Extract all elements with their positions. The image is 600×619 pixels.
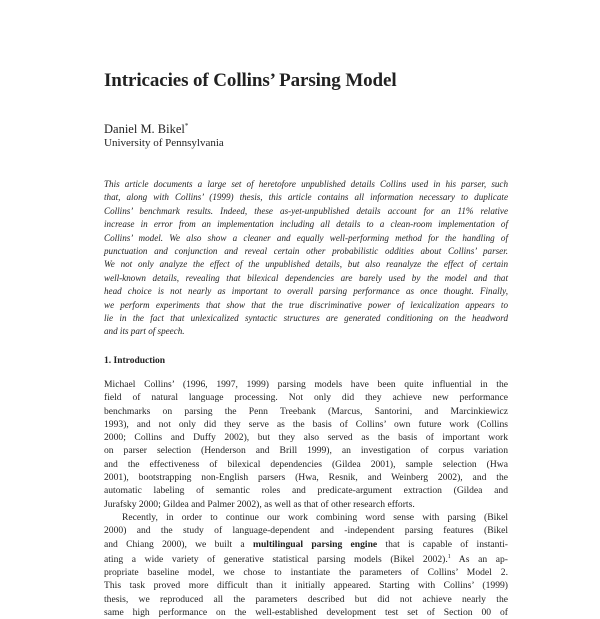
section-heading-introduction: 1. Introduction (104, 356, 166, 366)
abstract-line: Collins’ model. We also show a cleaner and equally well-performing method for the handling of (104, 232, 508, 243)
body-text-run: and Chiang 2000), we built a (104, 538, 253, 550)
abstract-line: This article documents a large set of heretofore unpublished details Collins used in his parser, such (104, 179, 508, 189)
body-line: 2001), bootstrapping non-English parsers (Hwa, Resnik, and Weinberg 2002), and the (104, 472, 508, 484)
body-line: Recently, in order to continue our work combining word sense with parsing (Bikel (122, 511, 508, 523)
body-line: Michael Collins’ (1996, 1997, 1999) parsing models have been quite influential in the (104, 379, 508, 390)
body-line: propriate baseline model, we chose to instantiate the parameters of Collins’ Model 2. (104, 567, 508, 579)
abstract (104, 178, 508, 339)
body-line: Jurafsky 2000; Gildea and Palmer 2002), as well as that of other research efforts. (104, 498, 415, 510)
abstract-line: we perform experiments that show that the true discriminative power of lexicalization appears to (104, 299, 508, 310)
body-line: field of natural language processing. Not only did they achieve new performance (104, 392, 508, 404)
abstract-line: increase in error from an implementation including all details to a clean-room implementation of (104, 219, 508, 230)
body-text-run: ating a wide variety of generative statistical parsing models (Bikel 2002). (104, 553, 448, 565)
body-line: on parser selection (Henderson and Brill 1999), an investigation of corpus variation (104, 445, 508, 457)
author-name (104, 122, 188, 137)
body-line: This task proved more difficult than it initially appeared. Starting with Collins’ (1999) (104, 580, 508, 592)
body-line: 1993), and not only did they serve as the basis of Collins’ own future work (Collins (104, 418, 508, 430)
body-line: and the effectiveness of bilexical dependencies (Gildea 2001), sample selection (Hwa (104, 458, 508, 470)
abstract-line: and its part of speech. (104, 326, 185, 337)
abstract-line: We not only analyze the effect of the unpublished details, but also reanalyze the effect of certain (104, 259, 508, 270)
body-line: automatic labeling of semantic roles and predicate-argument extraction (Gildea and (104, 485, 508, 497)
body-line: same high performance on the well-established development test set of Section 00 of (104, 607, 508, 619)
body-text-run: As an ap- (450, 553, 508, 565)
author-affiliation: University of Pennsylvania (104, 137, 224, 149)
abstract-line: punctuation and conjunction and reveal certain other probabilistic oddities about Collins’ parser. (104, 246, 508, 257)
body-text-run: that is capable of instanti- (377, 538, 508, 550)
body-text (104, 378, 508, 619)
footnote-marker: 1 (447, 553, 451, 560)
body-line (104, 551, 508, 566)
abstract-line: Collins’ benchmark results. Indeed, these as-yet-unpublished details account for an 11% relative (104, 205, 508, 216)
abstract-line: head choice is not nearly as important to overall parsing performance as once thought. Finally, (104, 286, 508, 297)
abstract-line: lie in the fact that unlexicalized syntactic structures are generated conditioning on the headword (104, 313, 508, 324)
paper-title: Intricacies of Collins’ Parsing Model (104, 70, 397, 91)
body-line (104, 538, 508, 551)
abstract-line: that, along with Collins’ (1999) thesis, this article contains all information necessary to duplicate (104, 192, 508, 203)
bold-term-multilingual-parsing-engine: multilingual parsing engine (252, 538, 378, 550)
body-line: 2000) and the study of language-dependent and -independent parsing features (Bikel (104, 525, 508, 537)
body-line: thesis, we reproduced all the parameters described but did not achieve nearly the (104, 593, 508, 605)
abstract-line: well-known details, revealing that bilexical dependencies are barely used by the model and that (104, 272, 508, 283)
author-footnote-mark: * (184, 122, 189, 130)
author-name-text: Daniel M. Bikel (104, 122, 185, 136)
body-line: 2000; Collins and Duffy 2002), but they also served as the basis of important work (104, 432, 508, 444)
body-line: benchmarks on parsing the Penn Treebank (Marcus, Santorini, and Marcinkiewicz (104, 405, 508, 417)
